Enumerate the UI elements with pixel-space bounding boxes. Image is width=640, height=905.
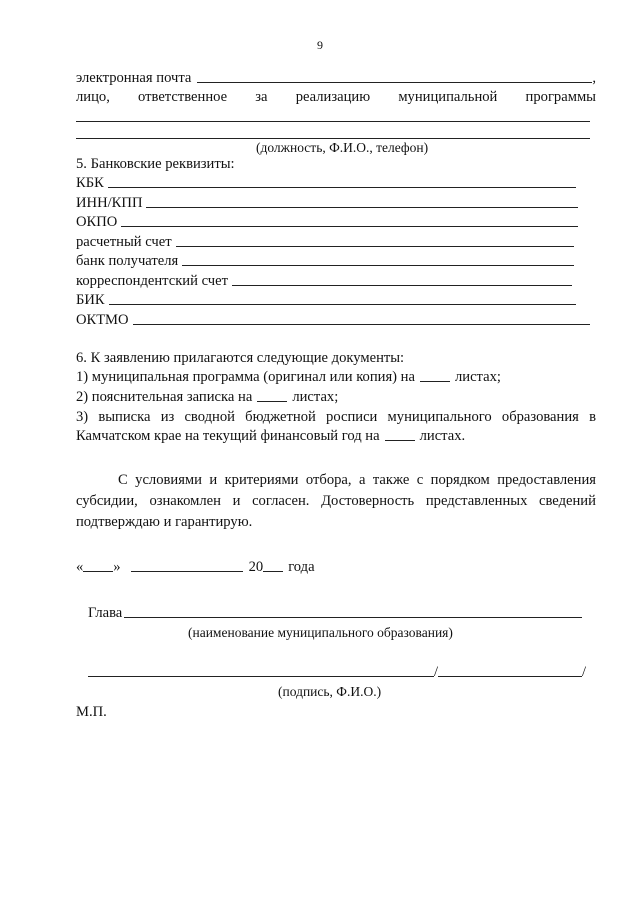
document-item-3-word: муниципального <box>387 409 492 425</box>
document-item-1: 1) муниципальная программа (оригинал или копия) на листах; <box>76 369 501 385</box>
bank-field-row <box>76 292 576 309</box>
agreement-line-1-word: условиями <box>135 472 202 488</box>
agreement-line-3: подтверждаю и гарантирую. <box>76 514 253 530</box>
document-item-3-sheets-field[interactable] <box>385 440 415 441</box>
page-number: 9 <box>317 38 323 52</box>
bank-field-input[interactable] <box>108 187 576 188</box>
document-item-3-word: в <box>589 409 596 425</box>
bank-field-label: ИНН/КПП <box>76 194 143 211</box>
responsible-person-field-2[interactable] <box>76 138 590 139</box>
email-label: электронная почта <box>76 70 192 86</box>
document-item-3-line-2: Камчатском крае на текущий финансовый год на листах. <box>76 428 466 444</box>
agreement-line-1-word: критериями <box>224 472 299 488</box>
bank-field-input[interactable] <box>176 246 574 247</box>
signature-caption: (подпись, Ф.И.О.) <box>278 684 382 699</box>
email-row <box>76 70 596 87</box>
bank-field-input[interactable] <box>182 265 574 266</box>
documents-heading: 6. К заявлению прилагаются следующие документы: <box>76 350 405 366</box>
document-item-2-sheets-field[interactable] <box>257 401 287 402</box>
agreement-line-2-word: представленных <box>425 493 528 509</box>
bank-field-row <box>76 312 590 329</box>
bank-field-row <box>76 253 574 270</box>
bank-field-input[interactable] <box>232 285 572 286</box>
document-item-3-word: из <box>160 409 175 425</box>
head-name-field[interactable] <box>124 617 582 618</box>
bank-field-row <box>76 195 578 212</box>
bank-details-heading: 5. Банковские реквизиты: <box>76 156 235 172</box>
head-row <box>88 605 582 622</box>
agreement-line-1-word: отбора, <box>305 472 352 488</box>
head-label: Глава <box>88 605 123 621</box>
email-field[interactable] <box>197 82 592 83</box>
date-year-field[interactable] <box>263 571 283 572</box>
agreement-line-1-word: а <box>358 472 366 488</box>
bank-field-row <box>76 175 576 192</box>
document-item-3-word: выписка <box>98 409 151 425</box>
agreement-line-1-word: порядком <box>430 472 490 488</box>
signature-name-field[interactable] <box>438 676 582 677</box>
bank-field-input[interactable] <box>133 324 590 325</box>
bank-field-input[interactable] <box>121 226 578 227</box>
bank-field-label: корреспондентский счет <box>76 272 228 289</box>
responsible-person-field-1[interactable] <box>76 121 590 122</box>
document-item-2: 2) пояснительная записка на листах; <box>76 389 339 405</box>
responsible-person-label <box>76 89 596 106</box>
document-item-1-sheets-field[interactable] <box>420 381 450 382</box>
bank-field-input[interactable] <box>109 304 576 305</box>
agreement-line-1-word: С <box>118 472 128 488</box>
document-item-3-line-1 <box>76 409 596 426</box>
agreement-line-1-word: с <box>416 472 424 488</box>
agreement-line-2-word: ознакомлен <box>149 493 221 509</box>
agreement-line-1-word: также <box>372 472 410 488</box>
bank-field-input[interactable] <box>146 207 578 208</box>
bank-field-label: расчетный счет <box>76 233 172 250</box>
document-item-3-word: 3) <box>76 409 89 425</box>
responsible-person-word: за <box>255 89 268 105</box>
bank-field-label: БИК <box>76 292 105 308</box>
responsible-person-word: лицо, <box>76 89 110 105</box>
agreement-line-2-word: субсидии, <box>76 493 138 509</box>
email-suffix: , <box>592 70 596 86</box>
document-item-3-word: образования <box>501 409 579 425</box>
date-day-field[interactable] <box>83 571 113 572</box>
bank-field-row <box>76 234 574 251</box>
bank-field-label: КБК <box>76 175 104 191</box>
date-row: « » 20 года <box>76 559 315 575</box>
date-month-field[interactable] <box>131 571 243 572</box>
agreement-line-1-word: и <box>209 472 218 488</box>
agreement-line-1 <box>118 472 596 489</box>
bank-field-row <box>76 214 578 231</box>
agreement-line-2-word: и <box>232 493 241 509</box>
signature-field[interactable] <box>88 676 434 677</box>
agreement-line-2 <box>76 493 596 510</box>
document-item-3-word: бюджетной <box>245 409 316 425</box>
responsible-person-word: программы <box>525 89 596 105</box>
responsible-person-caption: (должность, Ф.И.О., телефон) <box>256 140 429 155</box>
agreement-line-2-word: сведений <box>539 493 596 509</box>
head-caption: (наименование муниципального образования) <box>188 625 453 640</box>
bank-field-label: ОКТМО <box>76 311 129 328</box>
responsible-person-word: ответственное <box>138 89 228 105</box>
agreement-line-1-word: предоставления <box>497 472 596 488</box>
responsible-person-word: муниципальной <box>398 89 498 105</box>
document-item-3-word: росписи <box>326 409 378 425</box>
signature-row: / / <box>88 664 586 681</box>
agreement-line-2-word: согласен. <box>252 493 310 509</box>
agreement-line-2-word: Достоверность <box>321 493 415 509</box>
document-item-3-word: сводной <box>184 409 235 425</box>
stamp-label: М.П. <box>76 704 107 720</box>
bank-field-label: банк получателя <box>76 253 179 269</box>
bank-field-label: ОКПО <box>76 214 118 230</box>
bank-field-row <box>76 273 572 290</box>
responsible-person-word: реализацию <box>295 89 371 105</box>
